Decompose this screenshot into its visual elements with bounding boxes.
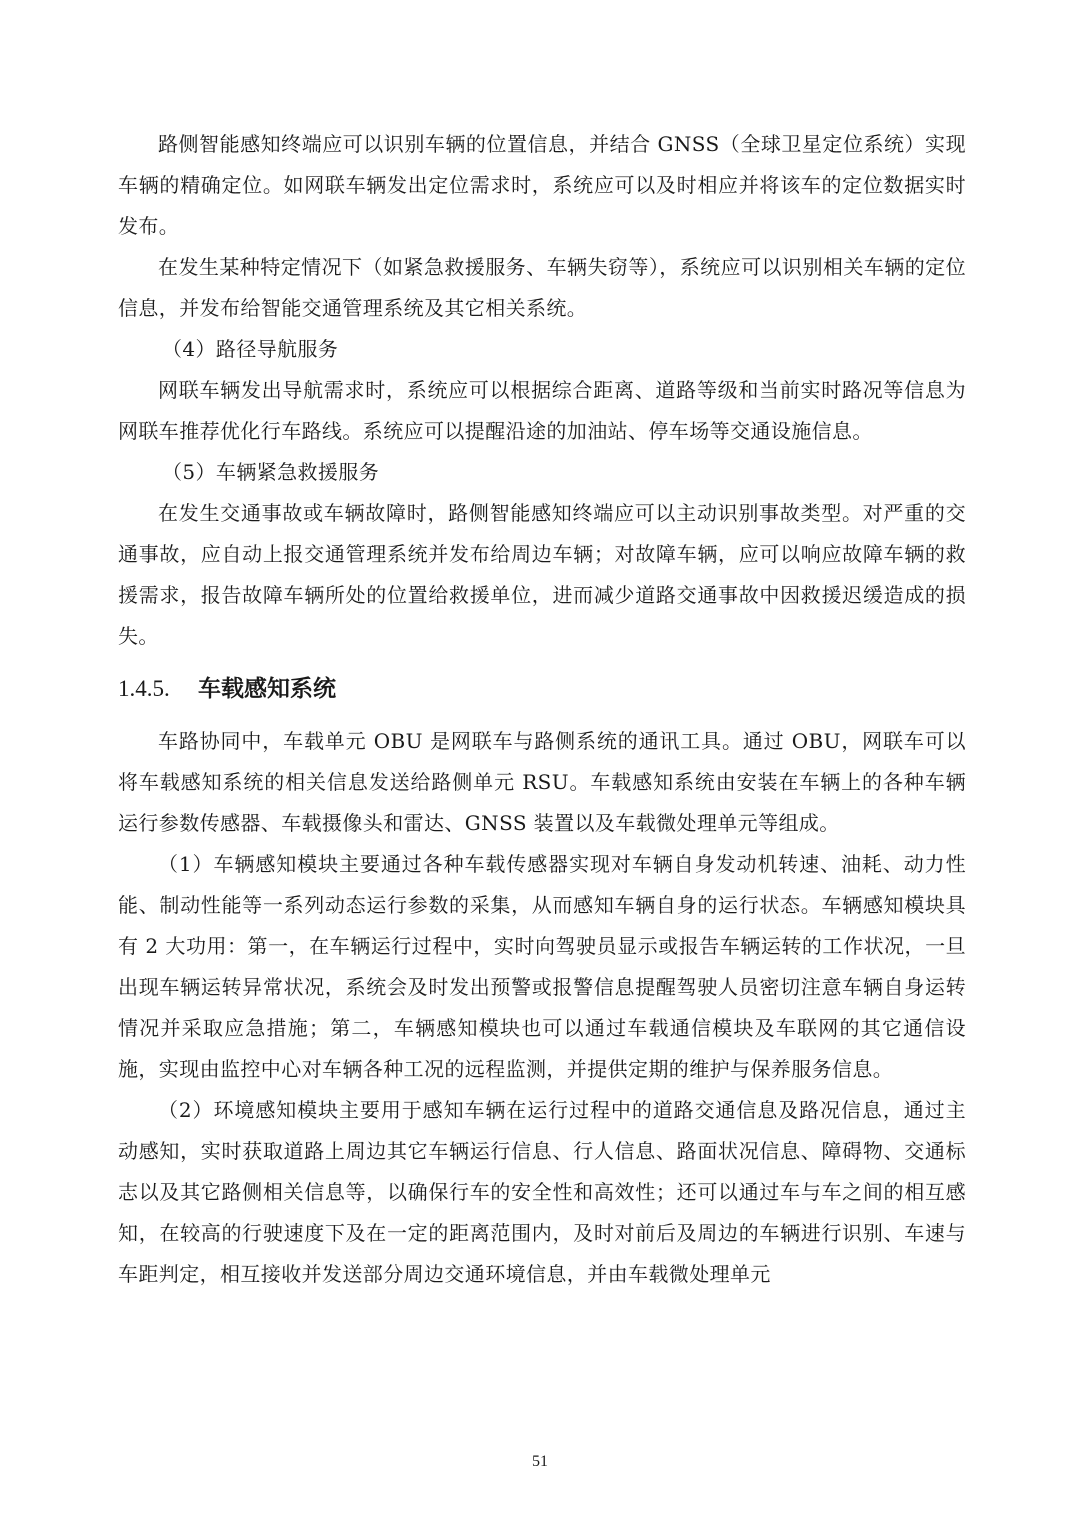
section-heading: [118, 667, 966, 711]
paragraph-navigation: 网联车辆发出导航需求时，系统应可以根据综合距离、道路等级和当前实时路况等信息为网联车推荐优化行车路线。系统应可以提醒沿途的加油站、停车场等交通设施信息。: [118, 378, 966, 443]
paragraph-vehicle-positioning: 路侧智能感知终端应可以识别车辆的位置信息，并结合 GNSS（全球卫星定位系统）实现车辆的精确定位。如网联车辆发出定位需求时，系统应可以及时相应并将该车的定位数据实时发布。: [118, 132, 966, 238]
paragraph-obu: 车路协同中，车载单元 OBU 是网联车与路侧系统的通讯工具。通过 OBU，网联车可以将车载感知系统的相关信息发送给路侧单元 RSU。车载感知系统由安装在车辆上的各种车辆运行参数传感器、车载摄像头和雷达、GNSS 装置以及车载微处理单元等组成。: [118, 729, 966, 835]
section-number: 1.4.5.: [118, 676, 170, 701]
paragraph-emergency-rescue: 在发生交通事故或车辆故障时，路侧智能感知终端应可以主动识别事故类型。对严重的交通事故，应自动上报交通管理系统并发布给周边车辆；对故障车辆，应可以响应故障车辆的救援需求，报告故障车辆所处的位置给救援单位，进而减少道路交通事故中因救援迟缓造成的损失。: [118, 501, 966, 648]
subheading-route-navigation: （4）路径导航服务: [162, 337, 339, 361]
paragraph-environment-sensing: （2）环境感知模块主要用于感知车辆在运行过程中的道路交通信息及路况信息，通过主动感知，实时获取道路上周边其它车辆运行信息、行人信息、路面状况信息、障碍物、交通标志以及其它路侧相关信息等，以确保行车的安全性和高效性；还可以通过车与车之间的相互感知，在较高的行驶速度下及在一定的距离范围内，及时对前后及周边的车辆进行识别、车速与车距判定，相互接收并发送部分周边交通环境信息，并由车载微处理单元: [118, 1098, 966, 1286]
section-title: 车载感知系统: [198, 676, 336, 702]
paragraph-special-situation: 在发生某种特定情况下（如紧急救援服务、车辆失窃等），系统应可以识别相关车辆的定位信息，并发布给智能交通管理系统及其它相关系统。: [118, 255, 966, 320]
page-number: 51: [532, 1453, 548, 1470]
document-body: [118, 124, 966, 1295]
subheading-emergency-rescue: （5）车辆紧急救援服务: [162, 460, 380, 484]
paragraph-vehicle-sensing: （1）车辆感知模块主要通过各种车载传感器实现对车辆自身发动机转速、油耗、动力性能、制动性能等一系列动态运行参数的采集，从而感知车辆自身的运行状态。车辆感知模块具有 2 大功用：第一，在车辆运行过程中，实时向驾驶员显示或报告车辆运转的工作状况，一旦出现车辆运转异常状况，系统会及时发出预警或报警信息提醒驾驶人员密切注意车辆自身运转情况并采取应急措施；第二，车辆感知模块也可以通过车载通信模块及车联网的其它通信设施，实现由监控中心对车辆各种工况的远程监测，并提供定期的维护与保养服务信息。: [118, 852, 966, 1081]
